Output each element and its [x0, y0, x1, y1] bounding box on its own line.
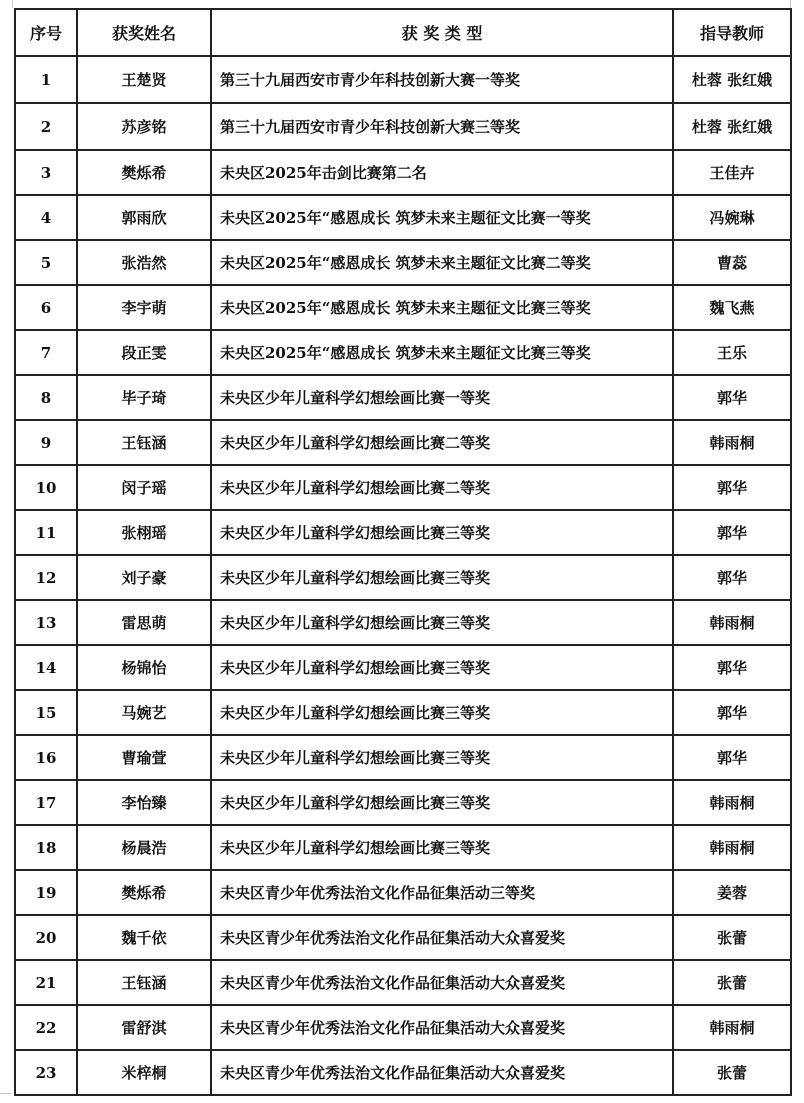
- cell-no: 15: [15, 690, 77, 735]
- cell-teacher: 姜蓉: [673, 870, 791, 915]
- cell-award-type: 未央区少年儿童科学幻想绘画比赛三等奖: [211, 600, 673, 645]
- cell-name: 杨锦怡: [77, 645, 211, 690]
- cell-award-type: 未央区青少年优秀法治文化作品征集活动大众喜爱奖: [211, 960, 673, 1005]
- cell-award-type: 未央区青少年优秀法治文化作品征集活动大众喜爱奖: [211, 915, 673, 960]
- cell-award-type: 未央区少年儿童科学幻想绘画比赛三等奖: [211, 510, 673, 555]
- cell-no: 13: [15, 600, 77, 645]
- cell-name: 雷舒淇: [77, 1005, 211, 1050]
- cell-teacher: 韩雨桐: [673, 825, 791, 870]
- cell-teacher: 魏飞燕: [673, 285, 791, 330]
- table-row: [15, 690, 791, 735]
- cell-name: 毕子琦: [77, 375, 211, 420]
- cell-award-type: 未央区少年儿童科学幻想绘画比赛三等奖: [211, 780, 673, 825]
- cell-no: 6: [15, 285, 77, 330]
- cell-no: 4: [15, 195, 77, 240]
- table-row: [15, 420, 791, 465]
- header-type: 获 奖 类 型: [211, 9, 673, 56]
- cell-name: 张浩然: [77, 240, 211, 285]
- cell-no: 18: [15, 825, 77, 870]
- cell-name: 王钰涵: [77, 420, 211, 465]
- cell-award-type: 未央区少年儿童科学幻想绘画比赛一等奖: [211, 375, 673, 420]
- cell-name: 苏彦铭: [77, 103, 211, 150]
- header-no: 序号: [15, 9, 77, 56]
- cell-no: 23: [15, 1050, 77, 1095]
- cell-award-type: 未央区2025年“感恩成长 筑梦未来主题征文比赛三等奖: [211, 285, 673, 330]
- table-row: [15, 103, 791, 150]
- table-header-row: [15, 9, 791, 56]
- crop-mark-bottom-left: [0, 1093, 12, 1094]
- cell-teacher: 韩雨桐: [673, 1005, 791, 1050]
- cell-no: 16: [15, 735, 77, 780]
- cell-teacher: 杜蓉 张红娥: [673, 103, 791, 150]
- cell-no: 21: [15, 960, 77, 1005]
- cell-award-type: 未央区青少年优秀法治文化作品征集活动大众喜爱奖: [211, 1005, 673, 1050]
- table-row: [15, 465, 791, 510]
- awards-table: [14, 8, 792, 1096]
- cell-no: 10: [15, 465, 77, 510]
- cell-teacher: 郭华: [673, 375, 791, 420]
- cell-teacher: 郭华: [673, 645, 791, 690]
- cell-award-type: 未央区青少年优秀法治文化作品征集活动三等奖: [211, 870, 673, 915]
- table-row: [15, 870, 791, 915]
- cell-no: 11: [15, 510, 77, 555]
- table-row: [15, 285, 791, 330]
- table-row: [15, 825, 791, 870]
- table-row: [15, 600, 791, 645]
- cell-teacher: 张蕾: [673, 1050, 791, 1095]
- cell-no: 8: [15, 375, 77, 420]
- header-name: 获奖姓名: [77, 9, 211, 56]
- cell-teacher: 王乐: [673, 330, 791, 375]
- cell-award-type: 未央区少年儿童科学幻想绘画比赛三等奖: [211, 645, 673, 690]
- cell-no: 20: [15, 915, 77, 960]
- cell-award-type: 未央区少年儿童科学幻想绘画比赛三等奖: [211, 735, 673, 780]
- cell-no: 22: [15, 1005, 77, 1050]
- cell-award-type: 未央区少年儿童科学幻想绘画比赛三等奖: [211, 690, 673, 735]
- cell-no: 1: [15, 56, 77, 103]
- cell-name: 杨晨浩: [77, 825, 211, 870]
- cell-teacher: 韩雨桐: [673, 780, 791, 825]
- cell-teacher: 郭华: [673, 510, 791, 555]
- cell-name: 闵子瑶: [77, 465, 211, 510]
- cell-name: 樊烁希: [77, 870, 211, 915]
- cell-award-type: 未央区少年儿童科学幻想绘画比赛二等奖: [211, 420, 673, 465]
- cell-name: 雷思萌: [77, 600, 211, 645]
- table-row: [15, 735, 791, 780]
- cell-no: 7: [15, 330, 77, 375]
- cell-teacher: 张蕾: [673, 960, 791, 1005]
- cell-no: 2: [15, 103, 77, 150]
- cell-award-type: 未央区2025年“感恩成长 筑梦未来主题征文比赛一等奖: [211, 195, 673, 240]
- cell-award-type: 未央区2025年“感恩成长 筑梦未来主题征文比赛二等奖: [211, 240, 673, 285]
- cell-teacher: 王佳卉: [673, 150, 791, 195]
- cell-teacher: 郭华: [673, 465, 791, 510]
- cell-award-type: 未央区少年儿童科学幻想绘画比赛二等奖: [211, 465, 673, 510]
- cell-award-type: 未央区2025年击剑比赛第二名: [211, 150, 673, 195]
- cell-award-type: 未央区青少年优秀法治文化作品征集活动大众喜爱奖: [211, 1050, 673, 1095]
- table-row: [15, 1005, 791, 1050]
- cell-award-type: 未央区少年儿童科学幻想绘画比赛三等奖: [211, 555, 673, 600]
- cell-no: 5: [15, 240, 77, 285]
- cell-name: 樊烁希: [77, 150, 211, 195]
- cell-name: 马婉艺: [77, 690, 211, 735]
- cell-award-type: 未央区少年儿童科学幻想绘画比赛三等奖: [211, 825, 673, 870]
- table-row: [15, 780, 791, 825]
- cell-no: 19: [15, 870, 77, 915]
- table-row: [15, 330, 791, 375]
- cell-teacher: 韩雨桐: [673, 600, 791, 645]
- table-row: [15, 555, 791, 600]
- cell-award-type: 第三十九届西安市青少年科技创新大赛三等奖: [211, 103, 673, 150]
- crop-mark-left: [12, 0, 13, 8]
- cell-name: 段正雯: [77, 330, 211, 375]
- table-row: [15, 375, 791, 420]
- cell-award-type: 未央区2025年“感恩成长 筑梦未来主题征文比赛三等奖: [211, 330, 673, 375]
- cell-no: 9: [15, 420, 77, 465]
- cell-no: 12: [15, 555, 77, 600]
- table-row: [15, 195, 791, 240]
- cell-award-type: 第三十九届西安市青少年科技创新大赛一等奖: [211, 56, 673, 103]
- cell-teacher: 冯婉琳: [673, 195, 791, 240]
- header-teacher: 指导教师: [673, 9, 791, 56]
- cell-no: 14: [15, 645, 77, 690]
- table-row: [15, 960, 791, 1005]
- cell-teacher: 曹蕊: [673, 240, 791, 285]
- table-row: [15, 56, 791, 103]
- cell-teacher: 郭华: [673, 735, 791, 780]
- crop-mark-right: [790, 0, 791, 8]
- cell-name: 王钰涵: [77, 960, 211, 1005]
- cell-teacher: 韩雨桐: [673, 420, 791, 465]
- cell-name: 魏千依: [77, 915, 211, 960]
- cell-name: 李宇萌: [77, 285, 211, 330]
- table-row: [15, 510, 791, 555]
- table-row: [15, 240, 791, 285]
- cell-teacher: 郭华: [673, 555, 791, 600]
- cell-teacher: 郭华: [673, 690, 791, 735]
- cell-name: 刘子豪: [77, 555, 211, 600]
- cell-name: 米梓桐: [77, 1050, 211, 1095]
- cell-teacher: 杜蓉 张红娥: [673, 56, 791, 103]
- cell-name: 王楚贤: [77, 56, 211, 103]
- table-row: [15, 915, 791, 960]
- cell-name: 郭雨欣: [77, 195, 211, 240]
- cell-name: 张栩瑶: [77, 510, 211, 555]
- cell-name: 李怡臻: [77, 780, 211, 825]
- cell-name: 曹瑜萱: [77, 735, 211, 780]
- cell-no: 17: [15, 780, 77, 825]
- table-row: [15, 150, 791, 195]
- table-row: [15, 1050, 791, 1095]
- cell-teacher: 张蕾: [673, 915, 791, 960]
- cell-no: 3: [15, 150, 77, 195]
- table-row: [15, 645, 791, 690]
